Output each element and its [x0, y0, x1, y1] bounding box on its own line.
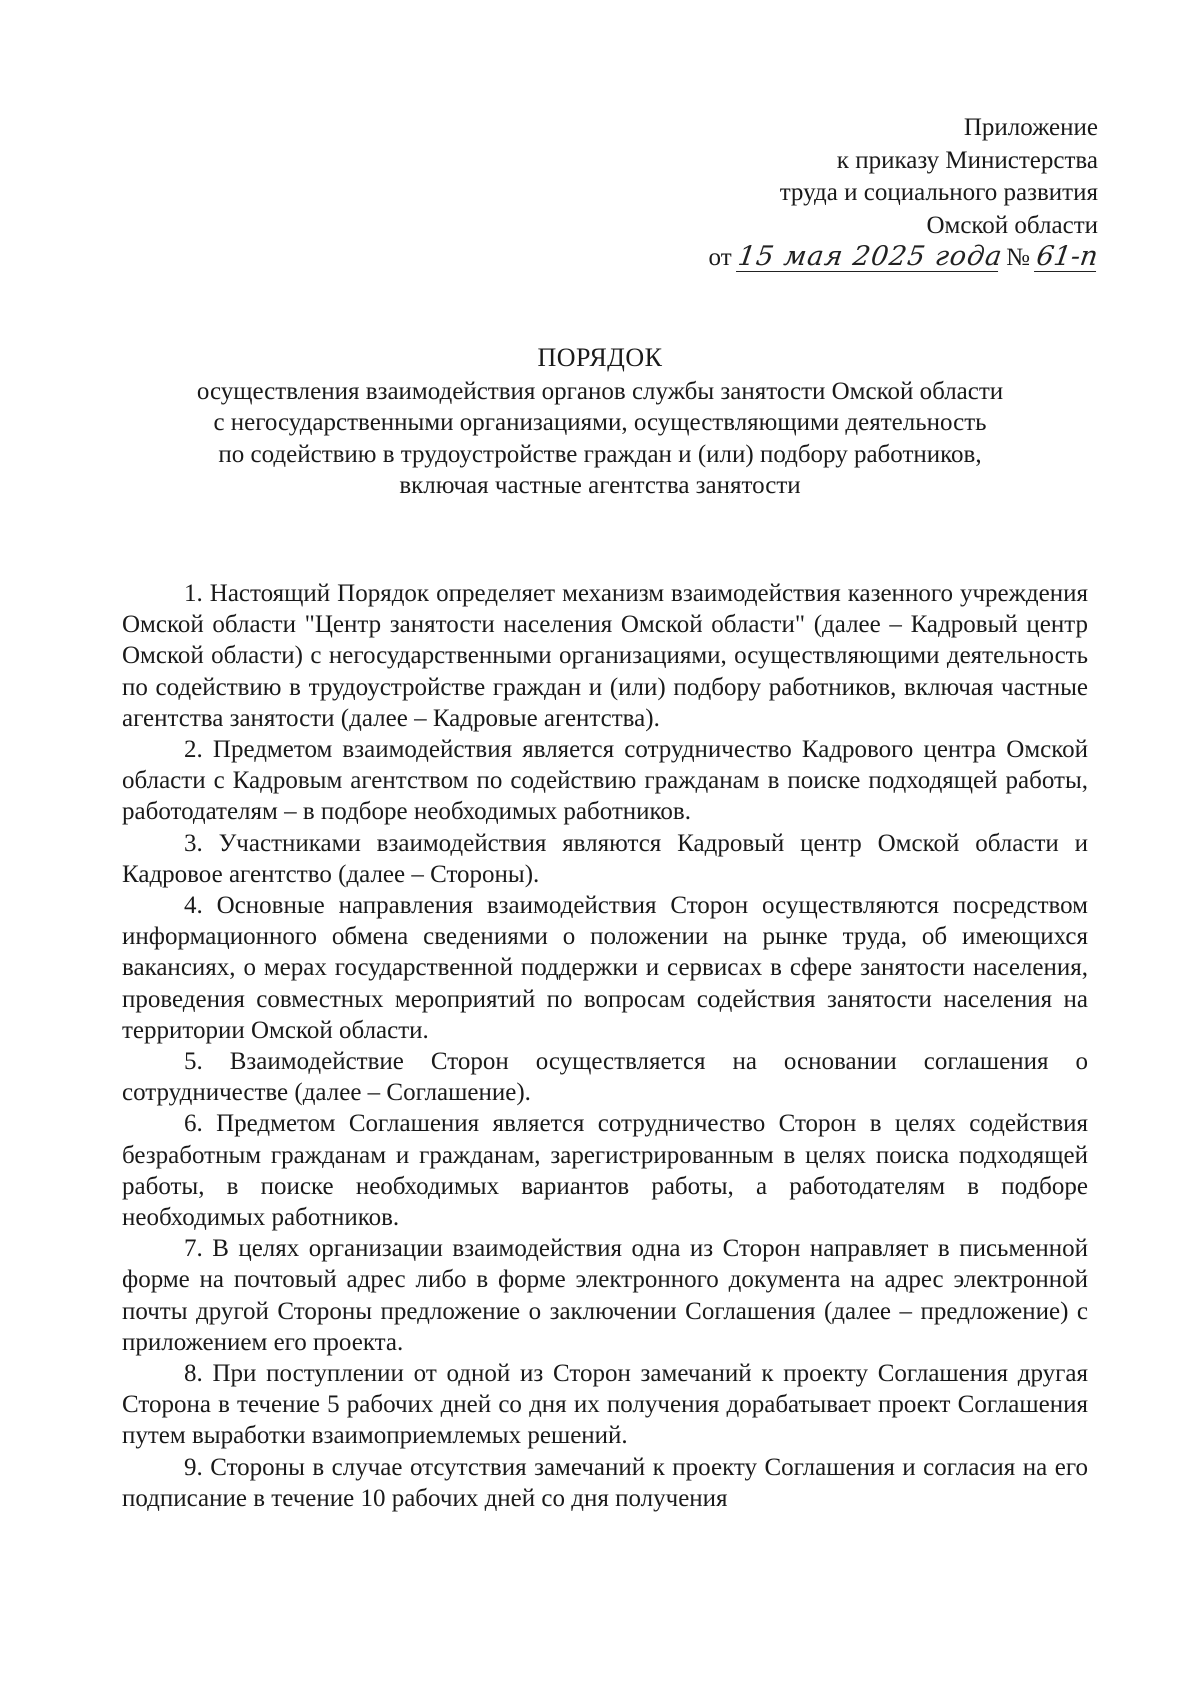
- paragraph-1: 1. Настоящий Порядок определяет механизм взаимодействия казенного учреждения Омской области "Центр занятости населения Омской области" (далее – Кадровый центр Омской области) с негосударственными организациями, осуществляющими деятельность по содействию в трудоустройстве граждан и (или) подбору работников, включая частные агентства занятости (далее – Кадровые агентства).: [122, 580, 1088, 732]
- document-body: [122, 578, 1088, 1514]
- paragraph-4: 4. Основные направления взаимодействия Сторон осуществляются посредством информационного обмена сведениями о положении на рынке труда, об имеющихся вакансиях, о мерах государственной поддержки и сервисах в сфере занятости населения, проведения совместных мероприятий по вопросам содействия занятости населения на территории Омской области.: [122, 892, 1088, 1044]
- document-title: ПОРЯДОК: [537, 343, 663, 372]
- appendix-header: [709, 112, 1098, 275]
- appendix-line-1: Приложение: [963, 114, 1098, 141]
- handwritten-number: 61-п: [1034, 241, 1100, 272]
- paragraph-8: 8. При поступлении от одной из Сторон замечаний к проекту Соглашения другая Сторона в течение 5 рабочих дней со дня их получения дорабатывает проект Соглашения путем выработки взаимоприемлемых решений.: [122, 1360, 1088, 1450]
- title-subline-4: включая частные агентства занятости: [399, 472, 801, 499]
- appendix-line-2: к приказу Министерства: [836, 146, 1098, 174]
- number-prefix: №: [1006, 244, 1030, 271]
- document-title-block: [90, 342, 1110, 502]
- paragraph-7: 7. В целях организации взаимодействия одна из Сторон направляет в письменной форме на почтовый адрес либо в форме электронного документа на адрес электронной почты другой Стороны предложение о заключении Соглашения (далее – предложение) с приложением его проекта.: [122, 1235, 1088, 1356]
- paragraph-5: 5. Взаимодействие Сторон осуществляется на основании соглашения о сотрудничестве (далее – Соглашение).: [122, 1048, 1088, 1107]
- appendix-line-4: Омской области: [926, 211, 1098, 239]
- title-subline-1: осуществления взаимодействия органов службы занятости Омской области: [196, 377, 1004, 405]
- order-date-number-line: [709, 242, 1098, 275]
- paragraph-3: 3. Участниками взаимодействия являются Кадровый центр Омской области и Кадровое агентство (далее – Стороны).: [122, 829, 1088, 888]
- date-prefix: от: [708, 244, 732, 271]
- appendix-line-3: труда и социального развития: [779, 179, 1098, 206]
- paragraph-9: 9. Стороны в случае отсутствия замечаний к проекту Соглашения и согласия на его подписание в течение 10 рабочих дней со дня получения: [122, 1453, 1088, 1512]
- handwritten-date: 15 мая 2025 года: [735, 241, 1005, 272]
- paragraph-6: 6. Предметом Соглашения является сотрудничество Сторон в целях содействия безработным гражданам и гражданам, зарегистрированным в целях поиска подходящей работы, в поиске необходимых вариантов работы, а работодателям в подборе необходимых работников.: [122, 1110, 1088, 1232]
- title-subline-2: с негосударственными организациями, осуществляющими деятельность: [213, 409, 987, 436]
- paragraph-2: 2. Предметом взаимодействия является сотрудничество Кадрового центра Омской области с Кадровым агентством по содействию гражданам в поиске подходящей работы, работодателям – в подборе необходимых работников.: [122, 736, 1088, 826]
- title-subline-3: по содействию в трудоустройстве граждан и (или) подбору работников,: [218, 440, 982, 468]
